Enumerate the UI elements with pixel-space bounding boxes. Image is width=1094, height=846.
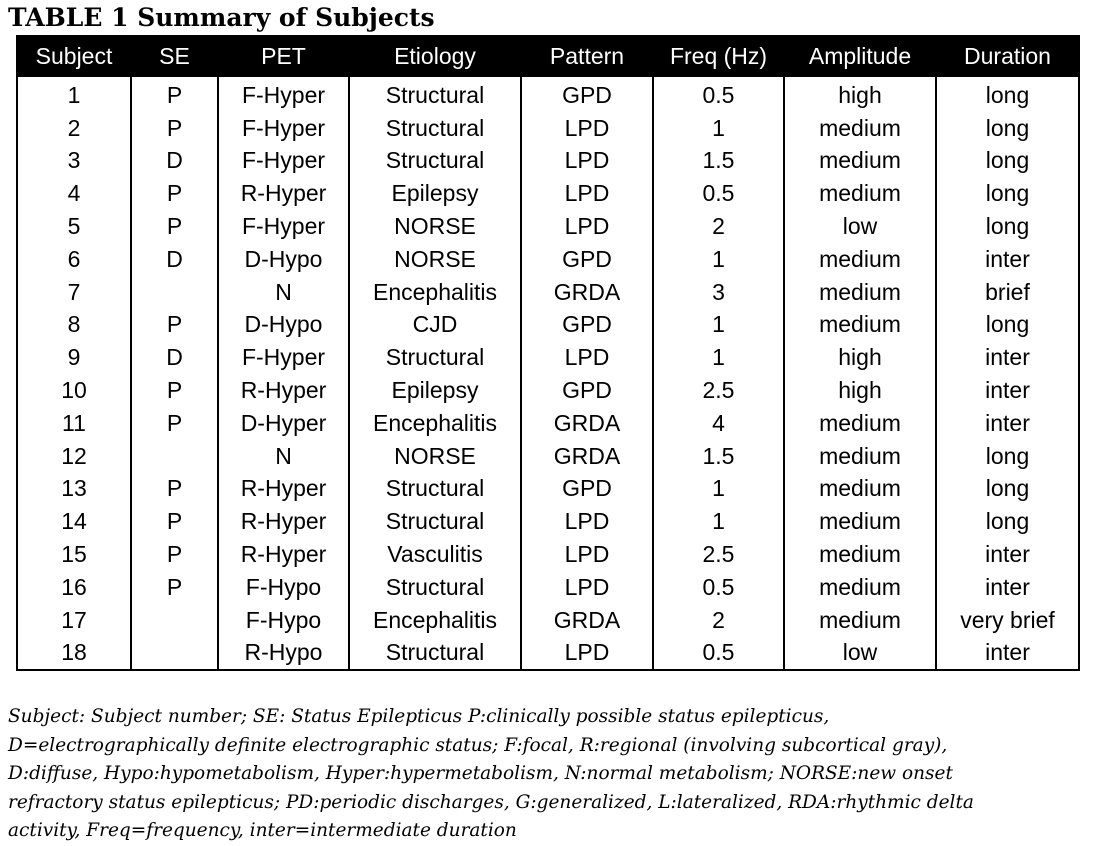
cell-subject: 5: [17, 210, 131, 243]
caption-line: D:diffuse, Hypo:hypometabolism, Hyper:hypermetabolism, N:normal metabolism; NORSE:new onset: [8, 763, 953, 784]
cell-amplitude: low: [784, 210, 936, 243]
column-header-se: SE: [131, 36, 218, 76]
cell-etiology: Structural: [349, 76, 521, 112]
cell-duration: long: [936, 112, 1079, 145]
cell-pet: N: [218, 276, 349, 309]
cell-se: [131, 604, 218, 637]
cell-pet: R-Hyper: [218, 473, 349, 506]
cell-pattern: LPD: [521, 112, 653, 145]
cell-etiology: NORSE: [349, 243, 521, 276]
cell-pattern: GRDA: [521, 407, 653, 440]
table-row: [17, 637, 1079, 671]
cell-amplitude: high: [784, 341, 936, 374]
cell-se: [131, 276, 218, 309]
table-row: [17, 374, 1079, 407]
cell-se: P: [131, 177, 218, 210]
cell-pattern: LPD: [521, 177, 653, 210]
cell-freq: 2.5: [653, 538, 784, 571]
cell-amplitude: medium: [784, 440, 936, 473]
cell-duration: inter: [936, 374, 1079, 407]
column-header-pattern: Pattern: [521, 36, 653, 76]
cell-freq: 1.5: [653, 145, 784, 178]
cell-amplitude: medium: [784, 112, 936, 145]
cell-amplitude: medium: [784, 473, 936, 506]
table-row: [17, 276, 1079, 309]
cell-etiology: Vasculitis: [349, 538, 521, 571]
cell-freq: 1: [653, 112, 784, 145]
cell-pattern: GPD: [521, 309, 653, 342]
cell-duration: long: [936, 505, 1079, 538]
cell-duration: long: [936, 309, 1079, 342]
column-header-etiology: Etiology: [349, 36, 521, 76]
cell-duration: inter: [936, 538, 1079, 571]
column-header-subject: Subject: [17, 36, 131, 76]
cell-subject: 16: [17, 571, 131, 604]
cell-se: P: [131, 473, 218, 506]
cell-freq: 1: [653, 309, 784, 342]
cell-duration: inter: [936, 341, 1079, 374]
cell-etiology: Structural: [349, 341, 521, 374]
cell-subject: 14: [17, 505, 131, 538]
cell-etiology: Structural: [349, 112, 521, 145]
cell-se: P: [131, 76, 218, 112]
cell-etiology: Structural: [349, 473, 521, 506]
cell-subject: 11: [17, 407, 131, 440]
caption-line: Subject: Subject number; SE: Status Epilepticus P:clinically possible status epilepticus,: [8, 706, 830, 727]
column-header-duration: Duration: [936, 36, 1079, 76]
cell-etiology: Encephalitis: [349, 407, 521, 440]
cell-subject: 12: [17, 440, 131, 473]
cell-pet: N: [218, 440, 349, 473]
cell-freq: 1.5: [653, 440, 784, 473]
cell-subject: 7: [17, 276, 131, 309]
cell-duration: long: [936, 210, 1079, 243]
cell-etiology: CJD: [349, 309, 521, 342]
cell-pattern: LPD: [521, 538, 653, 571]
table-row: [17, 145, 1079, 178]
cell-etiology: Structural: [349, 505, 521, 538]
cell-pet: D-Hypo: [218, 309, 349, 342]
cell-se: D: [131, 341, 218, 374]
table-row: [17, 407, 1079, 440]
table-row: [17, 177, 1079, 210]
cell-freq: 1: [653, 505, 784, 538]
cell-se: P: [131, 309, 218, 342]
cell-freq: 2: [653, 604, 784, 637]
cell-etiology: Structural: [349, 637, 521, 671]
cell-se: P: [131, 374, 218, 407]
cell-amplitude: medium: [784, 309, 936, 342]
cell-etiology: Epilepsy: [349, 177, 521, 210]
cell-amplitude: medium: [784, 505, 936, 538]
cell-subject: 9: [17, 341, 131, 374]
cell-freq: 1: [653, 473, 784, 506]
table-title: TABLE 1 Summary of Subjects: [8, 3, 435, 32]
cell-se: P: [131, 538, 218, 571]
cell-amplitude: high: [784, 374, 936, 407]
cell-subject: 18: [17, 637, 131, 671]
cell-duration: very brief: [936, 604, 1079, 637]
cell-pet: F-Hypo: [218, 571, 349, 604]
table-row: [17, 505, 1079, 538]
cell-subject: 6: [17, 243, 131, 276]
cell-pet: D-Hypo: [218, 243, 349, 276]
cell-subject: 2: [17, 112, 131, 145]
cell-pattern: GPD: [521, 76, 653, 112]
cell-duration: long: [936, 473, 1079, 506]
cell-se: P: [131, 407, 218, 440]
cell-pattern: GPD: [521, 374, 653, 407]
cell-pattern: LPD: [521, 505, 653, 538]
cell-amplitude: medium: [784, 604, 936, 637]
cell-subject: 17: [17, 604, 131, 637]
cell-freq: 1: [653, 341, 784, 374]
cell-etiology: Structural: [349, 145, 521, 178]
cell-pattern: GRDA: [521, 604, 653, 637]
table-row: [17, 112, 1079, 145]
cell-freq: 0.5: [653, 637, 784, 671]
cell-duration: long: [936, 177, 1079, 210]
cell-etiology: Epilepsy: [349, 374, 521, 407]
cell-pattern: GPD: [521, 473, 653, 506]
caption-line: refractory status epilepticus; PD:periodic discharges, G:generalized, L:lateralized, RDA:rhythmic delta: [8, 791, 974, 813]
cell-amplitude: low: [784, 637, 936, 671]
cell-duration: brief: [936, 276, 1079, 309]
cell-pet: D-Hyper: [218, 407, 349, 440]
cell-subject: 3: [17, 145, 131, 178]
cell-amplitude: medium: [784, 538, 936, 571]
cell-duration: inter: [936, 571, 1079, 604]
cell-pet: F-Hyper: [218, 210, 349, 243]
table-row: [17, 76, 1079, 112]
cell-amplitude: medium: [784, 177, 936, 210]
cell-pet: R-Hypo: [218, 637, 349, 671]
cell-etiology: Structural: [349, 571, 521, 604]
cell-freq: 4: [653, 407, 784, 440]
cell-pet: F-Hyper: [218, 145, 349, 178]
cell-se: [131, 440, 218, 473]
cell-duration: inter: [936, 243, 1079, 276]
cell-pattern: GPD: [521, 243, 653, 276]
cell-pet: F-Hypo: [218, 604, 349, 637]
cell-pet: R-Hyper: [218, 177, 349, 210]
cell-pet: F-Hyper: [218, 76, 349, 112]
cell-duration: long: [936, 145, 1079, 178]
cell-etiology: Encephalitis: [349, 276, 521, 309]
cell-duration: long: [936, 440, 1079, 473]
cell-pet: F-Hyper: [218, 341, 349, 374]
table-body: [17, 76, 1079, 670]
cell-pet: F-Hyper: [218, 112, 349, 145]
cell-etiology: NORSE: [349, 440, 521, 473]
cell-pattern: LPD: [521, 145, 653, 178]
cell-duration: long: [936, 76, 1079, 112]
cell-pattern: LPD: [521, 571, 653, 604]
cell-freq: 0.5: [653, 177, 784, 210]
cell-subject: 10: [17, 374, 131, 407]
cell-amplitude: medium: [784, 276, 936, 309]
cell-pattern: GRDA: [521, 276, 653, 309]
table-row: [17, 210, 1079, 243]
cell-subject: 4: [17, 177, 131, 210]
cell-se: P: [131, 505, 218, 538]
caption-line: activity, Freq=frequency, inter=intermediate duration: [8, 820, 517, 841]
cell-pet: R-Hyper: [218, 374, 349, 407]
cell-subject: 15: [17, 538, 131, 571]
cell-subject: 1: [17, 76, 131, 112]
cell-subject: 13: [17, 473, 131, 506]
cell-freq: 1: [653, 243, 784, 276]
cell-se: D: [131, 145, 218, 178]
cell-duration: inter: [936, 407, 1079, 440]
table-row: [17, 341, 1079, 374]
cell-se: D: [131, 243, 218, 276]
table-caption: [8, 703, 1088, 846]
cell-pet: R-Hyper: [218, 505, 349, 538]
cell-se: [131, 637, 218, 671]
column-header-pet: PET: [218, 36, 349, 76]
cell-etiology: NORSE: [349, 210, 521, 243]
cell-se: P: [131, 112, 218, 145]
table-row: [17, 473, 1079, 506]
summary-table: [16, 35, 1080, 671]
cell-freq: 0.5: [653, 76, 784, 112]
cell-pattern: LPD: [521, 341, 653, 374]
cell-se: P: [131, 571, 218, 604]
column-header-amplitude: Amplitude: [784, 36, 936, 76]
cell-freq: 2.5: [653, 374, 784, 407]
cell-pattern: LPD: [521, 210, 653, 243]
header-row: [17, 36, 1079, 76]
cell-pattern: LPD: [521, 637, 653, 671]
cell-freq: 3: [653, 276, 784, 309]
cell-amplitude: medium: [784, 571, 936, 604]
cell-pet: R-Hyper: [218, 538, 349, 571]
cell-amplitude: medium: [784, 243, 936, 276]
cell-subject: 8: [17, 309, 131, 342]
table-row: [17, 571, 1079, 604]
cell-duration: inter: [936, 637, 1079, 671]
cell-etiology: Encephalitis: [349, 604, 521, 637]
cell-freq: 0.5: [653, 571, 784, 604]
table-row: [17, 604, 1079, 637]
column-header-freq: Freq (Hz): [653, 36, 784, 76]
cell-pattern: GRDA: [521, 440, 653, 473]
cell-amplitude: medium: [784, 407, 936, 440]
cell-amplitude: high: [784, 76, 936, 112]
table-row: [17, 309, 1079, 342]
table-row: [17, 440, 1079, 473]
caption-line: D=electrographically definite electrographic status; F:focal, R:regional (involving subcortical gray),: [8, 734, 948, 756]
table-row: [17, 243, 1079, 276]
table-row: [17, 538, 1079, 571]
cell-amplitude: medium: [784, 145, 936, 178]
cell-se: P: [131, 210, 218, 243]
cell-freq: 2: [653, 210, 784, 243]
